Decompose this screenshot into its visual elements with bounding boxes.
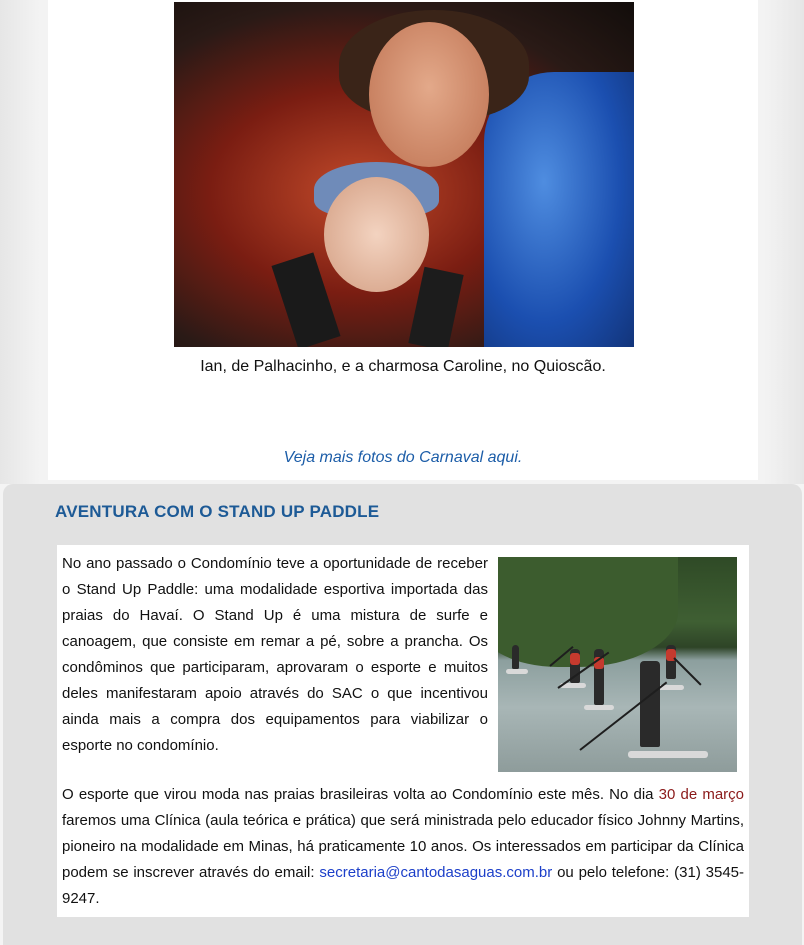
stroller-strap-shape xyxy=(271,252,340,347)
girl-face-shape xyxy=(369,22,489,167)
article-paragraph-intro: No ano passado o Condomínio teve a oportunidade de receber o Stand Up Paddle: uma modalidade esportiva importada das praias do Havaí. O Stand Up é uma mistura de surfe e canoagem, que consiste em remar a pé, sobre a prancha. Os condôminos que participaram, aprovaram o esporte e muitos deles manifestaram apoio através do SAC o que incentivou ainda mais a compra dos equipamentos para viabilizar o esporte no condomínio. xyxy=(62,555,488,754)
paragraph-text: O esporte que virou moda nas praias brasileiras volta ao Condomínio este mês. No dia xyxy=(62,786,659,803)
event-date: 30 de março xyxy=(658,786,744,803)
paragraph-text: ou pelo telefone: (31) 3545-9247. xyxy=(62,864,744,907)
stand-up-paddle-photo xyxy=(498,557,737,772)
more-carnival-photos-link[interactable]: Veja mais fotos do Carnaval aqui. xyxy=(283,449,523,466)
photo-caption: Ian, de Palhacinho, e a charmosa Caroline, no Quioscão. xyxy=(200,358,606,375)
paragraph-text: faremos uma Clínica (aula teórica e prática) que será ministrada pelo educador físico Johnny Martins, pioneiro na modalidade em Minas, há praticamente 10 anos. Os interessados em participar da Clínica podem se inscrever através do email: xyxy=(62,812,744,881)
article-paragraph-clinic xyxy=(62,782,744,912)
carnival-children-photo xyxy=(174,2,634,347)
trees-shape xyxy=(498,557,678,667)
section-title: AVENTURA COM O STAND UP PADDLE xyxy=(55,502,380,521)
baby-face-shape xyxy=(324,177,429,292)
blue-costume-shape xyxy=(484,72,634,347)
email-link[interactable]: secretaria@cantodasaguas.com.br xyxy=(319,864,553,881)
stroller-strap-shape xyxy=(408,267,463,347)
